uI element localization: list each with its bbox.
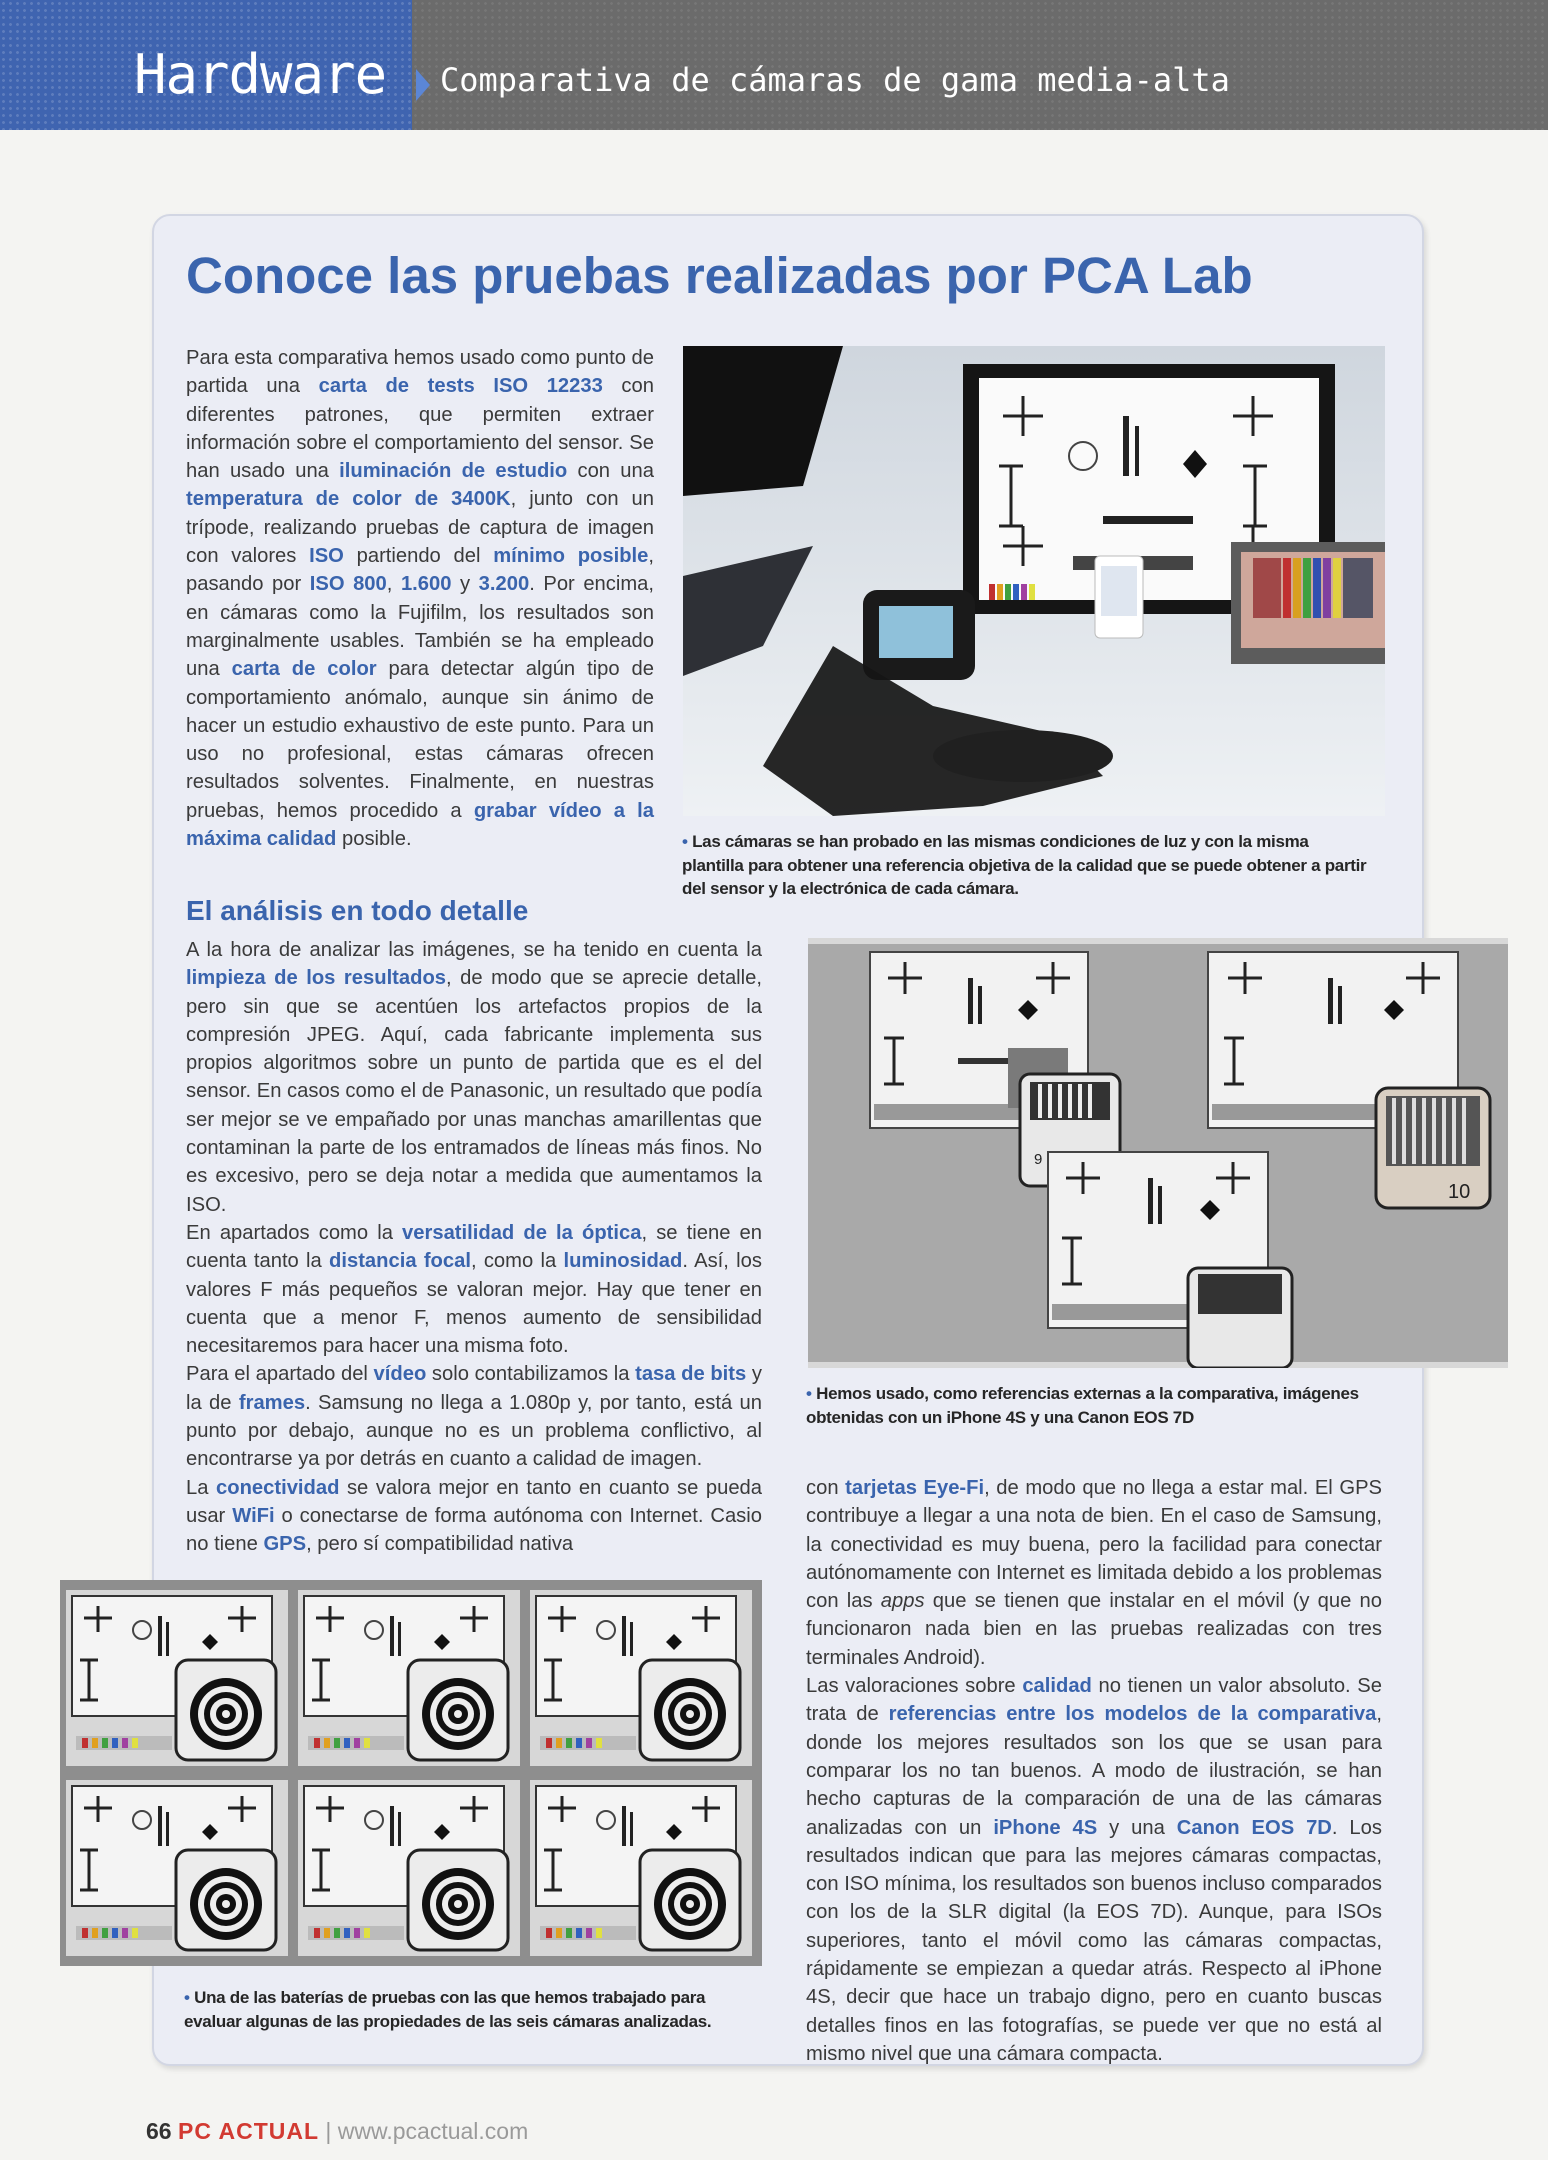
paragraph-analysis [186, 936, 762, 1219]
text-run: no tienen un valor absoluto. Se trata de [806, 1675, 1382, 1726]
text-run: y una [1097, 1816, 1177, 1839]
text-run: , de modo que se aprecie detalle, pero sin que se acentúen los artefactos propios de la compresión JPEG. Aquí, cada fabricante implementa sus propios algoritmos sobre un punto de partida que es el del sensor. En casos como el de Panasonic, un resultado que podía ser mejor se ve empañado por unas manchas amarillentas que contaminan la parte de los entramados de líneas más finos. No es excesivo, pero se deja notar a medida que aumentamos la ISO. [186, 967, 762, 1216]
keyword-highlight: tasa de bits [635, 1363, 747, 1386]
reference-comparison-photo [808, 938, 1508, 1368]
text-run: Para el apartado del [186, 1363, 374, 1386]
paragraph-connectivity [186, 1474, 762, 1559]
body-right-column [806, 1474, 1382, 2068]
test-battery-photo [60, 1580, 762, 1966]
keyword-highlight: GPS [263, 1533, 307, 1556]
paragraph-optics [186, 1219, 762, 1360]
text-run: y [451, 573, 479, 596]
keyword-highlight: WiFi [232, 1504, 275, 1527]
keyword-highlight: carta de color [231, 658, 377, 681]
page-header [0, 0, 1548, 130]
text-run: , donde los mejores resultados son los que se usan para comparar los no tan buenos. A modo de ilustración, se han hecho capturas de la comparación de una de las cámaras analizadas con un [806, 1703, 1383, 1839]
keyword-highlight: versatilidad de la óptica [402, 1221, 642, 1244]
keyword-highlight: ISO [309, 545, 344, 568]
text-run: . Los resultados indican que para las mejores cámaras compactas, con ISO mínima, los resultados son buenos incluso comparados con los de la SLR digital (la EOS 7D). Aunque, para ISOs superiores, tanto el móvil como las cámaras compactas, rápidamente se empiezan a quedar atrás. Respecto al iPhone 4S, decir que hace un trabajo digno, pero en cuanto buscas detalles finos en las fotografías, se puede ver que no está al mismo nivel que una cámara compacta. [806, 1816, 1382, 2065]
keyword-highlight: tarjetas Eye-Fi [845, 1477, 985, 1499]
text-run: A la hora de analizar las imágenes, se ha tenido en cuenta la [186, 939, 762, 961]
text-run: Las valoraciones sobre [806, 1675, 1023, 1698]
keyword-highlight: mínimo posible [493, 545, 649, 568]
text-run: para detectar algún tipo de comportamiento anómalo, aunque sin ánimo de hacer un estudio exhaustivo de este punto. Para un uso no profesional, estas cámaras ofrecen resultados solventes. Finalmente, en nuestras pruebas, hemos procedido a [186, 658, 654, 822]
keyword-highlight: calidad [1022, 1675, 1092, 1698]
section-subheading: El análisis en todo detalle [186, 895, 529, 926]
text-run: , se tiene en cuenta tanto la [186, 1221, 762, 1273]
section-label: Hardware [134, 43, 387, 106]
keyword-highlight: vídeo [373, 1363, 427, 1386]
paragraph-quality [806, 1672, 1382, 2068]
text-run: y la de [186, 1363, 762, 1414]
magazine-url[interactable]: www.pcactual.com [337, 2118, 529, 2144]
text-run: se valora mejor en tanto en cuanto se pueda usar [186, 1476, 762, 1527]
photo2-caption: • Hemos usado, como referencias externas a la comparativa, imágenes obtenidas con un iPhone 4S y una Canon EOS 7D [806, 1384, 1359, 1427]
text-run: Para esta comparativa hemos usado como punto de partida una [186, 347, 654, 398]
keyword-highlight: ISO 800 [309, 573, 387, 596]
text-run: que se tienen que instalar en el móvil (y que no funcionaron nada bien en las pruebas realizadas con tres terminales Android). [806, 1590, 1382, 1669]
text-run: , de modo que no llega a estar mal. El GPS contribuye a llegar a una nota de bien. En el caso de Samsung, la conectividad es muy buena, pero la facilidad para conectar autónomamente con Internet es limitada debido a los problemas con las [806, 1477, 1382, 1613]
photo3-caption: • Una de las baterías de pruebas con las que hemos trabajado para evaluar algunas de las propiedades de las seis cámaras analizadas. [184, 1988, 712, 2031]
intro-paragraph [186, 344, 654, 853]
keyword-highlight: luminosidad [563, 1250, 683, 1273]
footer-separator: | [325, 2118, 332, 2144]
text-run: con diferentes patrones, que permiten extraer información sobre el comportamiento del sensor. Se han usado una [186, 375, 654, 483]
keyword-highlight: 3.200 [478, 573, 530, 596]
text-run: , como la [470, 1250, 564, 1273]
page-footer [146, 2120, 528, 2143]
test-setup-photo [683, 346, 1385, 816]
text-run: La [186, 1476, 217, 1499]
label-10-right: 10 [1448, 1181, 1471, 1203]
keyword-highlight: iPhone 4S [993, 1816, 1098, 1839]
chevron-right-icon [414, 68, 432, 102]
keyword-highlight: carta de tests ISO 12233 [318, 375, 603, 398]
text-run: , pero sí compatibilidad nativa [306, 1533, 574, 1556]
keyword-highlight: 1.600 [400, 573, 452, 596]
text-run: o conectarse de forma autónoma con Internet. Casio no tiene [186, 1504, 762, 1556]
text-run: . Por encima, en cámaras como la Fujifilm, los resultados son marginalmente usables. También se ha empleado una [186, 573, 655, 681]
text-run: . Samsung no llega a 1.080p y, por tanto, está un punto por debajo, aunque no es un problema conflictivo, al encontrarse ya por detrás en cuanto a calidad de imagen. [186, 1391, 762, 1471]
paragraph-eyefi [806, 1474, 1382, 1672]
article-title: Conoce las pruebas realizadas por PCA Lab [186, 247, 1253, 304]
text-run: En apartados como la [186, 1221, 403, 1244]
text-run: posible. [336, 828, 412, 851]
page-number: 66 [146, 2118, 172, 2144]
keyword-highlight: iluminación de estudio [339, 460, 568, 483]
keyword-highlight: frames [238, 1391, 306, 1414]
text-run: partiendo del [343, 545, 494, 568]
text-run: , [386, 573, 401, 596]
paragraph-video [186, 1360, 762, 1473]
label-9: 9 [1034, 1151, 1043, 1168]
keyword-highlight: referencias entre los modelos de la comparativa [888, 1703, 1377, 1726]
keyword-highlight: grabar vídeo a la máxima calidad [186, 799, 654, 851]
text-run: , junto con un trípode, realizando pruebas de captura de imagen con valores [186, 488, 654, 568]
text-run: . Así, los valores F más pequeños se valoran mejor. Hay que tener en cuenta que a menor F, menos aumento de sensibilidad necesitaremos para hacer una misma foto. [186, 1250, 762, 1358]
keyword-highlight: conectividad [216, 1476, 340, 1499]
body-left-column [186, 936, 762, 1559]
text-run: con [806, 1477, 846, 1499]
keyword-highlight: distancia focal [329, 1250, 471, 1273]
photo1-caption: • Las cámaras se han probado en las mismas condiciones de luz y con la misma plantilla para obtener una referencia objetiva de la calidad que se puede obtener a partir del sensor y la electrónica de cada cámara. [682, 832, 1367, 898]
keyword-highlight: limpieza de los resultados [186, 967, 447, 990]
text-run: solo contabilizamos la [426, 1363, 636, 1386]
keyword-highlight: temperatura de color de 3400K [186, 488, 511, 511]
keyword-highlight: Canon EOS 7D [1176, 1816, 1332, 1839]
magazine-name: PC ACTUAL [177, 2118, 320, 2144]
text-run: con una [567, 460, 654, 483]
text-run: , pasando por [186, 545, 654, 596]
section-subtitle: Comparativa de cámaras de gama media-alta [440, 61, 1230, 99]
keyword-highlight: apps [880, 1590, 925, 1613]
